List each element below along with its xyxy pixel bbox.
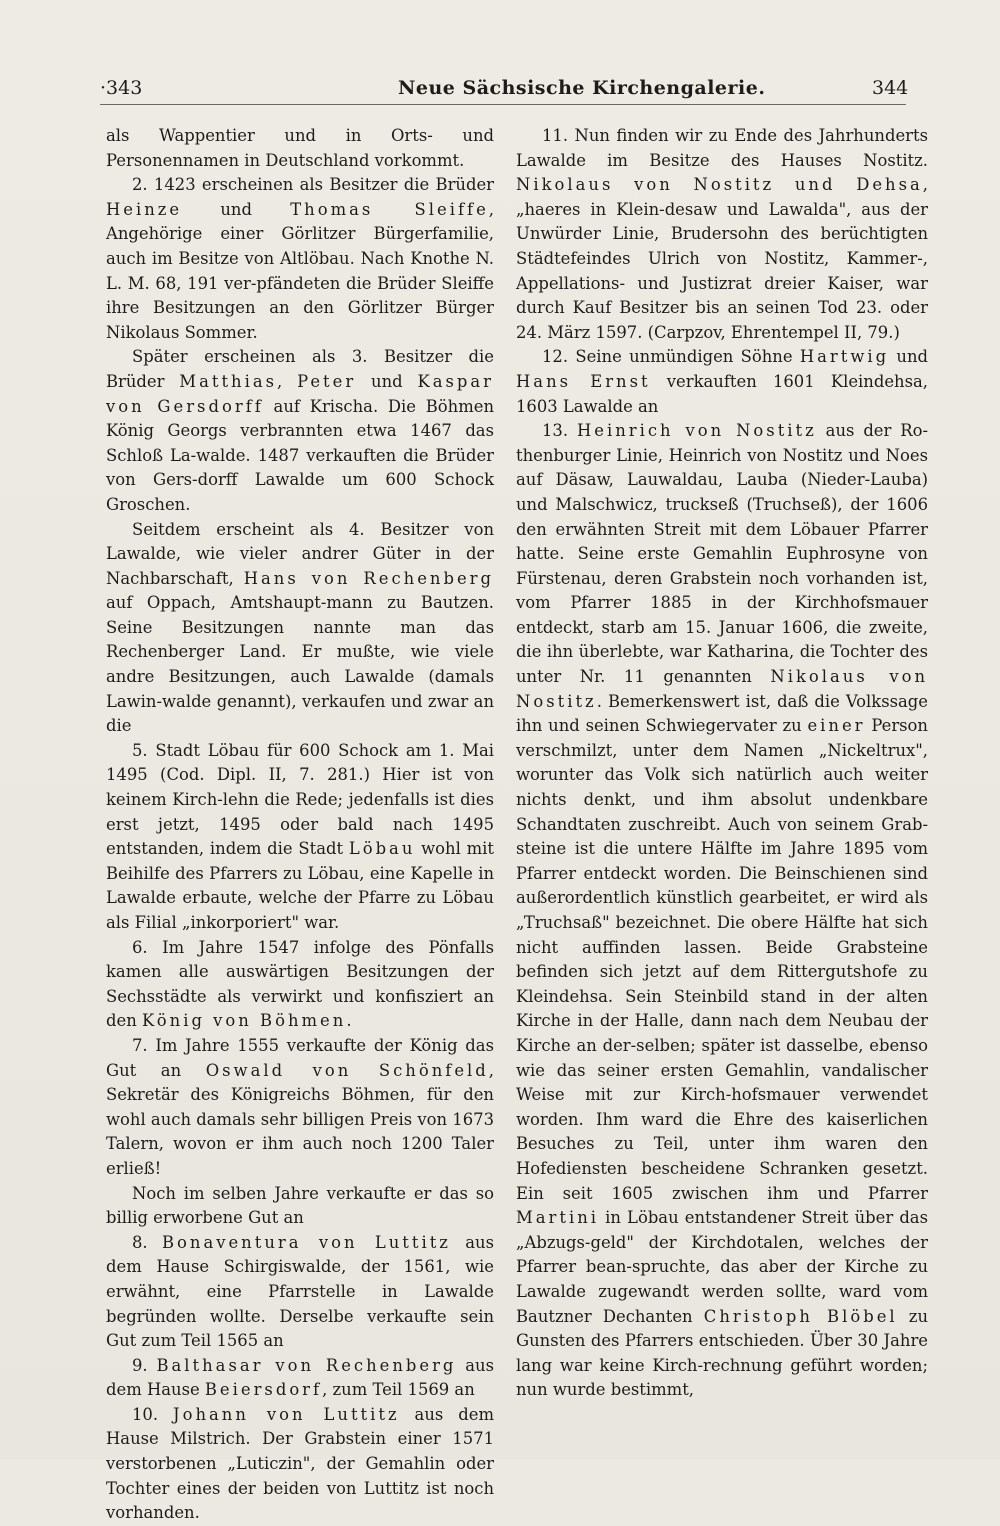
text-run: auf Oppach, Amtshaupt-mann zu Bautzen. Seine Besitzungen nannte man das Rechenberger Land. Er mußte, wie viele andre Besitzungen, auch Lawalde (damals Lawin-walde genannt), verkaufen und zwar an die xyxy=(106,593,494,736)
text-run: und xyxy=(356,371,418,391)
spaced-name: Johann von Luttitz xyxy=(173,1404,400,1424)
paragraph xyxy=(106,1403,494,1526)
spaced-name: Hans Ernst xyxy=(516,371,651,391)
right-column xyxy=(516,124,928,1403)
spaced-name: Heinrich von Nostitz xyxy=(576,421,817,441)
spaced-name: Christoph Blöbel xyxy=(703,1306,898,1326)
text-run: Person verschmilzt, unter dem Namen „Nickeltrux", worunter das Volk sich natürlich auch weiter nichts denkt, und ihm absolut undenkbare Schandtaten zuschreibt. Auch von seinem Grab-steine ist die untere Hälfte im Jahre 1895 vom Pfarrer entdeckt worden. Die Beinschienen sind außerordentlich künstlich gearbeitet, er wird als „Truchsaß" bezeichnet. Die obere Hälfte hat sich nicht auffinden lassen. Beide Grabsteine befinden sich jetzt auf dem Rittergutshofe zu Kleindehsa. Sein Steinbild stand in der alten Kirche in der Halle, dann nach dem Neubau der Kirche an der-selben; später ist dasselbe, ebenso wie das seiner ersten Gemahlin, vandalischer Weise mit zur Kirch-hofsmauer verwendet worden. Ihm ward die Ehre des kaiserlichen Besuches zu Teil, unter ihm waren den Hofediensten bescheidene Schranken gesetzt. Ein seit 1605 zwischen ihm und Pfarrer xyxy=(516,716,928,1203)
spaced-name: Nikolaus von Nostitz und Dehsa xyxy=(516,175,923,195)
text-run: 13. xyxy=(542,421,577,441)
paragraph xyxy=(106,936,494,1034)
paragraph xyxy=(106,739,494,936)
spaced-name: Balthasar von Rechenberg xyxy=(156,1355,457,1375)
text-run: und xyxy=(182,199,291,219)
paragraph xyxy=(516,124,928,345)
text-run: , Angehörige einer Görlitzer Bürgerfamilie, auch im Besitze von Altlöbau. Nach Knothe N. L. M. 68, 191 ver-pfändeten die Brüder Sleiffe ihre Besitzungen an den Görlitzer Bürger Nikolaus Sommer. xyxy=(106,199,494,342)
paragraph xyxy=(516,345,928,419)
text-run: 12. Seine unmündigen Söhne xyxy=(542,347,800,367)
text-run: aus dem Hause xyxy=(106,1355,494,1400)
text-run: , „haeres in Klein-desaw und Lawalda", aus der Unwürder Linie, Brudersohn des berüchtigten Städtefeindes Ulrich von Nostitz, Kammer-, Appellations- und Justizrat dreier Kaiser, war durch Kauf Besitzer bis an seinen Tod 23. oder 24. März 1597. (Carpzov, Ehrentempel II, 79.) xyxy=(516,175,928,342)
text-run: Seitdem erscheint als 4. Besitzer von Lawalde, wie vieler andrer Güter in der Nachbarschaft, xyxy=(106,519,494,588)
text-run: . xyxy=(346,1011,352,1031)
text-run: , Sekretär des Königreichs Böhmen, für den wohl auch damals sehr billigen Preis von 1673 Talern, wovon er ihm auch noch 1200 Taler erließ! xyxy=(106,1060,494,1178)
text-run: zu Gunsten des Pfarrers entschieden. Über 30 Jahre lang war keine Kirch-rechnung geführt worden; nun wurde bestimmt, xyxy=(516,1306,929,1400)
spaced-name: Bonaventura von Luttitz xyxy=(161,1232,451,1252)
spaced-name: Kaspar von Gersdorff xyxy=(106,371,494,416)
paragraph xyxy=(106,1354,494,1403)
left-column xyxy=(106,124,494,1526)
text-run: 7. Im Jahre 1555 verkaufte der König das Gut an xyxy=(106,1035,494,1080)
text-run: in Löbau entstandener Streit über das „Abzugs-geld" der Kirchdotalen, welches der Pfarrer bean-spruchte, das aber der Kirche zu Lawalde zugewandt werden sollte, ward vom Bautzner Dechanten xyxy=(516,1208,928,1326)
text-run: auf Krischa. Die Böhmen König Georgs verbrannten etwa 1467 das Schloß La-walde. 1487 verkauften die Brüder von Gers-dorff Lawalde um 600 Schock Groschen. xyxy=(106,396,495,514)
page-number-left: ·343 xyxy=(100,77,143,99)
text-run: aus dem Hause Milstrich. Der Grabstein einer 1571 verstorbenen „Luticzin", der Gemahlin oder Tochter eines der beiden von Luttitz ist noch vorhanden. xyxy=(106,1404,494,1523)
paragraph xyxy=(106,518,494,739)
text-run: 11. Nun finden wir zu Ende des Jahrhunderts Lawalde im Besitze des Hauses Nostitz. xyxy=(516,126,928,170)
text-run: 6. Im Jahre 1547 infolge des Pönfalls kamen alle auswärtigen Besitzungen der Sechsstädte als verwirkt und konfisziert an den xyxy=(106,937,494,1031)
paragraph xyxy=(106,345,494,517)
spaced-name: Peter xyxy=(297,371,357,391)
text-run: 5. Stadt Löbau für 600 Schock am 1. Mai 1495 (Cod. Dipl. II, 7. 281.) Hier ist von keinem Kirch-lehn die Rede; jedenfalls ist dies erst jetzt, 1495 oder bald nach 1495 entstanden, indem die Stadt xyxy=(106,740,494,859)
text-run: aus dem Hause Schirgiswalde, der 1561, wie erwähnt, eine Pfarrstelle in Lawalde begründen wollte. Derselbe verkaufte sein Gut zum Teil 1565 an xyxy=(106,1232,494,1351)
paragraph xyxy=(516,419,928,1403)
paragraph xyxy=(106,1231,494,1354)
page-number-right: 344 xyxy=(872,77,909,99)
text-run: Später erscheinen als 3. Besitzer die Brüder xyxy=(106,347,494,391)
text-run: . Bemerkenswert ist, daß die Volkssage ihn und seinen Schwiegervater zu xyxy=(516,691,928,736)
spaced-name: Löbau xyxy=(348,839,416,859)
text-run: , xyxy=(277,371,298,391)
spaced-name: Hartwig xyxy=(799,347,890,367)
spaced-name: Martini xyxy=(516,1208,600,1228)
text-run: als Wappentier und in Orts- und Personennamen in Deutschland vorkommt. xyxy=(106,126,494,170)
spaced-name: Oswald von Schönfeld xyxy=(205,1060,489,1080)
spaced-name: Heinze xyxy=(106,199,183,219)
paragraph xyxy=(106,124,494,173)
text-run: und xyxy=(889,347,928,367)
text-run: , zum Teil 1569 an xyxy=(322,1380,475,1400)
text-run: Noch im selben Jahre verkaufte er das so billig erworbene Gut an xyxy=(106,1183,494,1228)
spaced-name: einer xyxy=(807,716,866,736)
spaced-name: König von Böhmen xyxy=(141,1011,347,1031)
text-run: 10. xyxy=(132,1404,174,1424)
spaced-name: Matthias xyxy=(179,371,278,391)
text-run: 2. 1423 erscheinen als Besitzer die Brüder xyxy=(132,175,494,195)
text-run: verkauften 1601 Kleindehsa, 1603 Lawalde an xyxy=(516,371,928,416)
spaced-name: Beiersdorf xyxy=(204,1380,323,1400)
paragraph xyxy=(106,1034,494,1182)
running-title: Neue Sächsische Kirchengalerie. xyxy=(398,77,766,99)
paragraph xyxy=(106,1182,494,1231)
text-run: aus der Ro-thenburger Linie, Heinrich von Nostitz und Noes auf Däsaw, Lauwaldau, Lauba (Nieder-Lauba) und Malschwicz, truckseß (Truchseß), der 1606 den erwähnten Streit mit dem Löbauer Pfarrer hatte. Seine erste Gemahlin Euphrosyne von Fürstenau, deren Grabstein noch vorhanden ist, vom Pfarrer 1885 in der Kirchhofsmauer entdeckt, starb am 15. Januar 1606, die zweite, die ihn überlebte, war Katharina, die Tochter des unter Nr. 11 genannten xyxy=(516,421,928,687)
spaced-name: Hans von Rechenberg xyxy=(243,568,494,588)
header-rule xyxy=(100,104,906,105)
text-run: 8. xyxy=(132,1232,162,1252)
spaced-name: Nikolaus von Nostitz xyxy=(516,667,928,711)
spaced-name: Thomas Sleiffe xyxy=(290,199,489,219)
text-run: wohl mit Beihilfe des Pfarrers zu Löbau, eine Kapelle in Lawalde erbaute, welche der Pfarre zu Löbau als Filial „inkorporiert" war. xyxy=(106,839,494,932)
text-run: 9. xyxy=(132,1355,157,1375)
paragraph xyxy=(106,173,494,345)
